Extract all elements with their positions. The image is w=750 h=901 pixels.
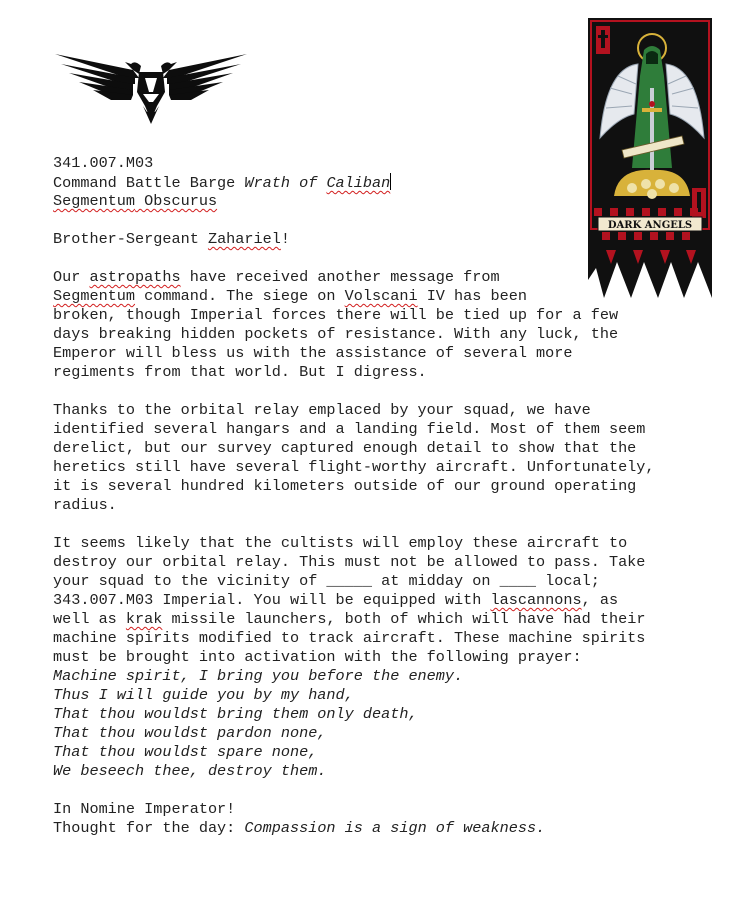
thought-line: Thought for the day: Compassion is a sign of weakness. bbox=[53, 819, 546, 837]
prayer-line: That thou wouldst bring them only death, bbox=[53, 705, 418, 723]
prayer-line: We beseech thee, destroy them. bbox=[53, 762, 327, 780]
paragraph-line: machine spirits modified to track aircraft. These machine spirits bbox=[53, 629, 646, 647]
paragraph-line: well as krak missile launchers, both of which will have had their bbox=[53, 610, 646, 628]
banner-title: DARK ANGELS bbox=[607, 220, 693, 231]
spellcheck-word: Zahariel bbox=[207, 230, 281, 248]
paragraph-line: it is several hundred kilometers outside of our ground operating bbox=[53, 477, 637, 495]
paragraph-line: It seems likely that the cultists will employ these aircraft to bbox=[53, 534, 628, 552]
ship-line: Command Battle Barge Wrath of Caliban bbox=[53, 174, 391, 192]
paragraph-line: destroy our orbital relay. This must not be allowed to pass. Take bbox=[53, 553, 646, 571]
paragraph-line: 343.007.M03 Imperial. You will be equipped with lascannons, as bbox=[53, 591, 619, 609]
paragraph-line: derelict, but our survey captured enough detail to show that the bbox=[53, 439, 637, 457]
paragraph-line: radius. bbox=[53, 496, 117, 514]
salutation-line: Brother-Sergeant Zahariel! bbox=[53, 230, 290, 248]
paragraph-line: your squad to the vicinity of _____ at midday on ____ local; bbox=[53, 572, 600, 590]
paragraph-line: broken, though Imperial forces there will be tied up for a few bbox=[53, 306, 619, 324]
paragraph-line: regiments from that world. But I digress. bbox=[53, 363, 427, 381]
aquila-emblem-icon bbox=[53, 48, 249, 124]
spellcheck-word: Caliban bbox=[326, 174, 391, 192]
segmentum-line: Segmentum Obscurus bbox=[53, 192, 218, 210]
paragraph-line: heretics still have several flight-worthy aircraft. Unfortunately, bbox=[53, 458, 655, 476]
letter-body bbox=[53, 154, 733, 838]
prayer-line: That thou wouldst spare none, bbox=[53, 743, 318, 761]
closing-line: In Nomine Imperator! bbox=[53, 800, 236, 818]
paragraph-line: Emperor will bless us with the assistance of several more bbox=[53, 344, 573, 362]
paragraph-line: days breaking hidden pockets of resistance. With any luck, the bbox=[53, 325, 619, 343]
paragraph-line: Segmentum command. The siege on Volscani IV has been bbox=[53, 287, 527, 305]
prayer-line: Machine spirit, I bring you before the enemy. bbox=[53, 667, 464, 685]
paragraph-line: must be brought into activation with the following prayer: bbox=[53, 648, 582, 666]
date-line: 341.007.M03 bbox=[53, 154, 154, 172]
text-cursor bbox=[390, 173, 391, 190]
paragraph-line: Thanks to the orbital relay emplaced by your squad, we have bbox=[53, 401, 591, 419]
paragraph-line: Our astropaths have received another message from bbox=[53, 268, 500, 286]
prayer-line: That thou wouldst pardon none, bbox=[53, 724, 327, 742]
paragraph-line: identified several hangars and a landing field. Most of them seem bbox=[53, 420, 646, 438]
prayer-line: Thus I will guide you by my hand, bbox=[53, 686, 354, 704]
